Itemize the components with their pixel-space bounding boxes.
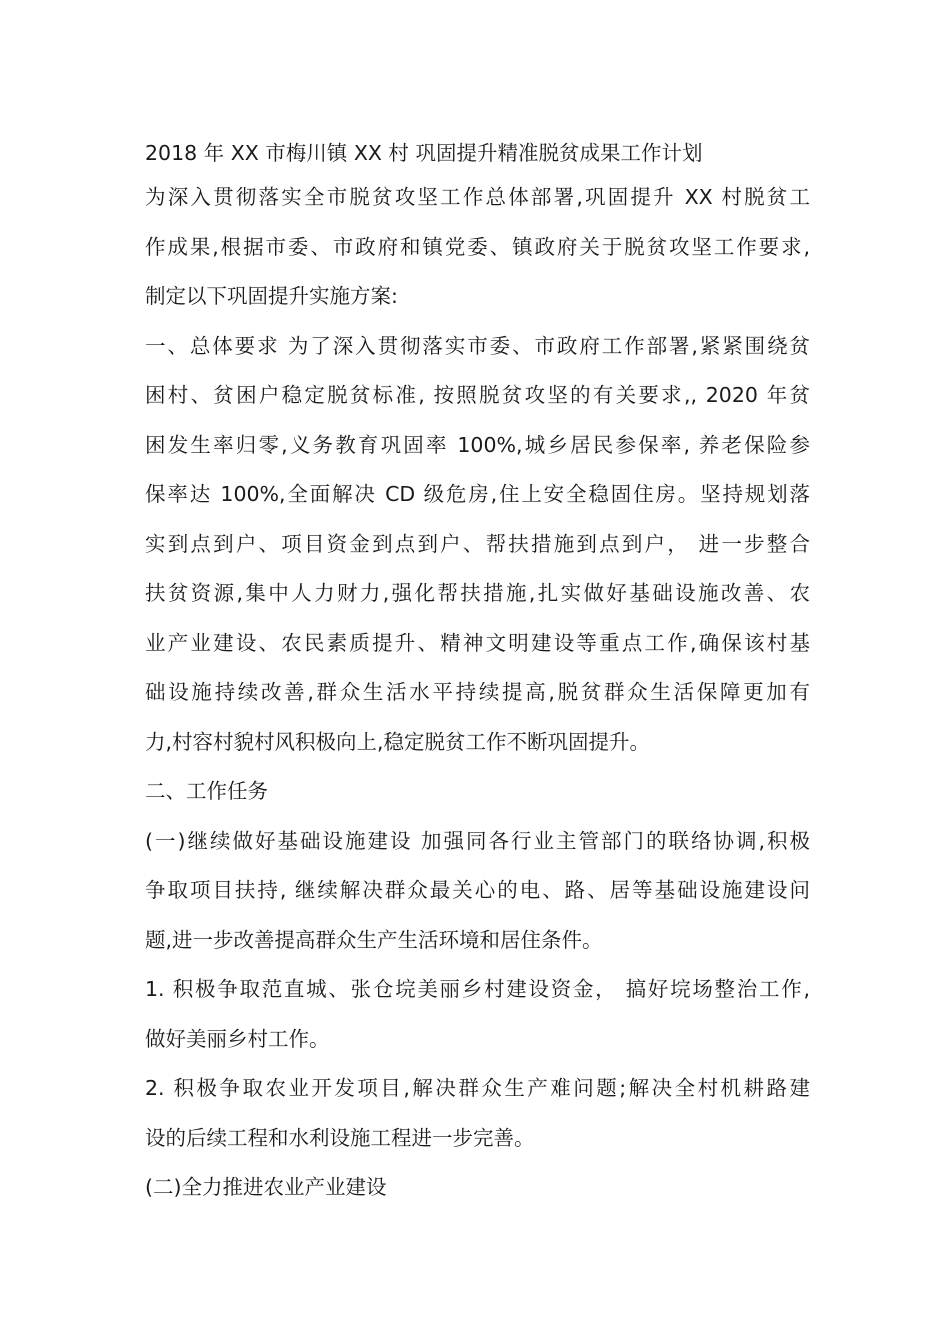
paragraph-line: 争取项目扶持, 继续解决群众最关心的电、路、居等基础设施建设问 [145,878,810,902]
list-item-line: 1. 积极争取范直城、张仓垸美丽乡村建设资金， 搞好垸场整治工作, [145,977,810,1001]
list-item-line: 设的后续工程和水利设施工程进一步完善。 [145,1125,535,1150]
subsection-heading-line: (一)继续做好基础设施建设 加强同各行业主管部门的联络协调,积极 [145,828,810,853]
paragraph-line: 保率达 100%,全面解决 CD 级危房,住上安全稳固住房。坚持规划落 [145,482,810,506]
paragraph-line: 困村、贫困户稳定脱贫标准, 按照脱贫攻坚的有关要求,, 2020 年贫 [145,383,810,407]
paragraph-line: 题,进一步改善提高群众生产生活环境和居住条件。 [145,927,603,952]
section-heading-line: 一、总体要求 为了深入贯彻落实市委、市政府工作部署,紧紧围绕贫 [145,333,810,358]
paragraph-line: 业产业建设、农民素质提升、精神文明建设等重点工作,确保该村基 [145,630,810,655]
paragraph-line: 础设施持续改善,群众生活水平持续提高,脱贫群众生活保障更加有 [145,680,810,704]
document-title: 2018 年 XX 市梅川镇 XX 村 巩固提升精准脱贫成果工作计划 [145,141,703,165]
paragraph-line: 实到点到户、项目资金到点到户、帮扶措施到点到户， 进一步整合 [145,531,810,556]
paragraph-line: 困发生率归零,义务教育巩固率 100%,城乡居民参保率, 养老保险参 [145,432,810,457]
section-heading: 二、工作任务 [145,779,268,803]
paragraph-line: 为深入贯彻落实全市脱贫攻坚工作总体部署,巩固提升 XX 村脱贫工 [145,185,810,209]
list-item-line: 做好美丽乡村工作。 [145,1026,330,1051]
paragraph-line: 作成果,根据市委、市政府和镇党委、镇政府关于脱贫攻坚工作要求, [145,234,810,259]
paragraph-line: 扶贫资源,集中人力财力,强化帮扶措施,扎实做好基础设施改善、农 [145,581,810,605]
subsection-heading: (二)全力推进农业产业建设 [145,1175,387,1199]
list-item-line: 2. 积极争取农业开发项目,解决群众生产难问题;解决全村机耕路建 [145,1076,810,1100]
paragraph-line: 制定以下巩固提升实施方案: [145,284,398,308]
paragraph-line: 力,村容村貌村风积极向上,稳定脱贫工作不断巩固提升。 [145,729,651,754]
document-body [145,133,810,1213]
